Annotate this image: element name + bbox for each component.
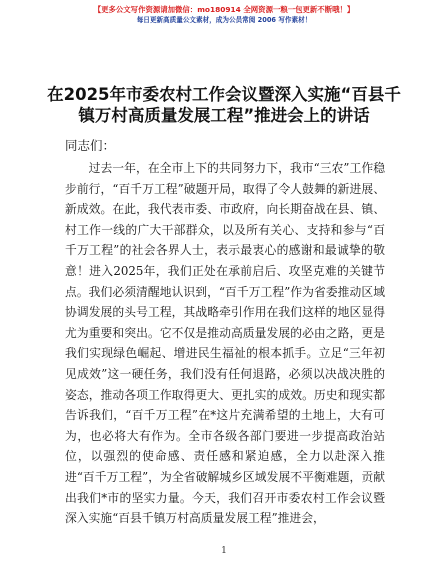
document-title: 在2025年市委农村工作会议暨深入实施“百县千镇万村高质量发展工程”推进会上的讲话 <box>47 85 401 125</box>
banner-line-red: 【更多公文写作资源请加微信：mo180914 全网资源一粮一包更新不断哦！】 <box>93 5 355 14</box>
header-banner <box>0 4 448 25</box>
body-paragraph: 过去一年，在全市上下的共同努力下，我市“三农”工作稳步前行，“百千万工程”破题开局，取得了令人鼓舞的新进展、新成效。在此，我代表市委、市政府，向长期奋战在县、镇、村工作一线的广大干部群众，以及所有关心、支持和参与“百千万工程”的社会各界人士，表示最衷心的感谢和最诚挚的敬意！进入2025年，我们正处在承前启后、攻坚克难的关键节点。我们必须清醒地认识到，“百千万工程”作为省委推动区域协调发展的头号工程，其战略牵引作用在我们这样的地区显得尤为重要和突出。它不仅是推动高质量发展的必由之路，更是我们实现绿色崛起、增进民生福祉的根本抓手。立足“三年初见成效”这一硬任务，我们没有任何退路，必须以决战决胜的姿态，推动各项工作取得更大、更扎实的成效。历史和现实都告诉我们，“百千万工程”在*这片充满希望的土地上，大有可为，也必将大有作为。全市各级各部门要进一步提高政治站位，以强烈的使命感、责任感和紧迫感，全力以赴深入推进“百千万工程”，为全省破解城乡区域发展不平衡难题，贡献出我们*市的坚实力量。今天，我们召开市委农村工作会议暨深入实施“百县千镇万村高质量发展工程”推进会， <box>65 161 385 526</box>
page-number: 1 <box>221 546 227 556</box>
document-body <box>65 158 385 529</box>
salutation: 同志们： <box>65 138 116 153</box>
banner-line-blue: 每日更新高质量公文素材，成为公员常阅 2006 写作素材！ <box>136 16 312 24</box>
